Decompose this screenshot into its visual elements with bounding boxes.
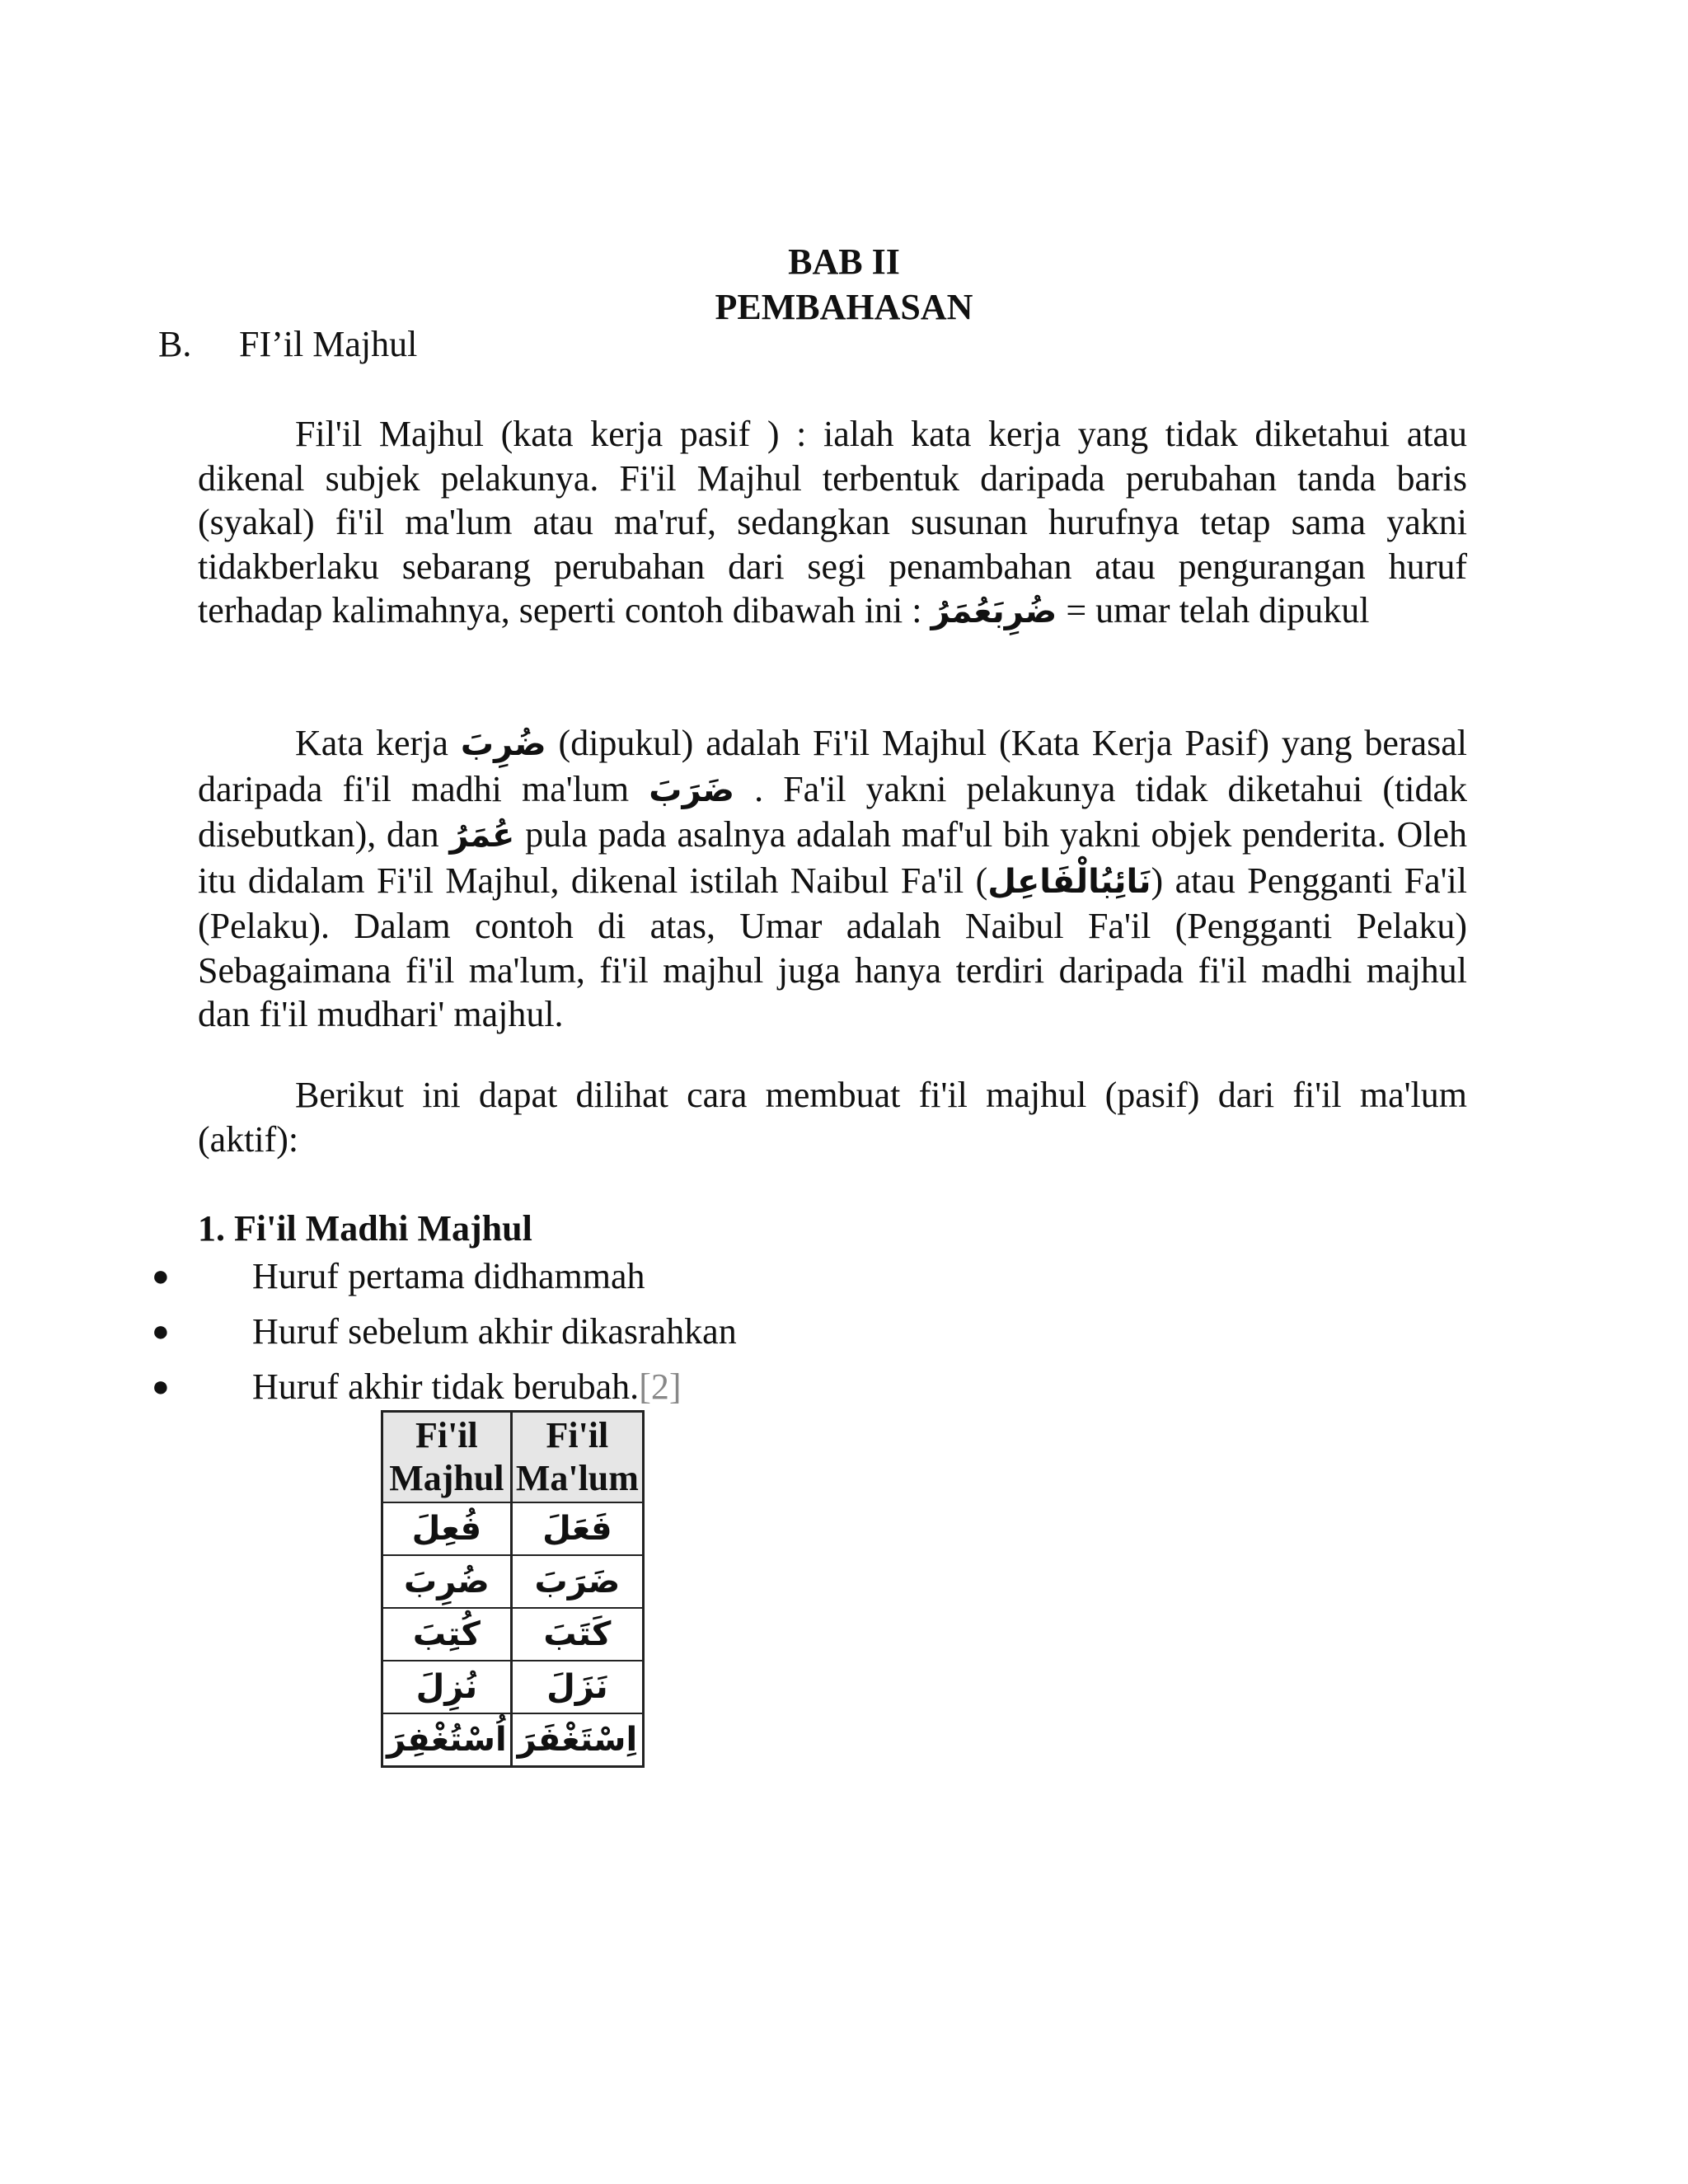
table-cell-malum: ضَرَبَ — [511, 1555, 643, 1608]
table-cell-majhul: ضُرِبَ — [382, 1555, 512, 1608]
table-cell-malum: اِسْتَغْفَرَ — [511, 1713, 643, 1767]
explanation-text-3: . Fa'il yakni pelakunya tidak diketahui (tidak disebutkan), dan — [198, 768, 1467, 855]
table-cell-malum: فَعَلَ — [511, 1502, 643, 1555]
table-row — [382, 1608, 644, 1661]
list-item-text: Huruf pertama didhammah — [252, 1256, 645, 1296]
section-heading: PEMBAHASAN — [715, 287, 973, 327]
section-letter: B. — [158, 324, 192, 364]
arabic-dhuriba: ضُرِبَ — [460, 725, 546, 763]
section-title — [158, 321, 417, 368]
paragraph-intro-text: Berikut ini dapat dilihat cara membuat fi'il majhul (pasif) dari fi'il ma'lum (aktif): — [198, 1075, 1467, 1160]
subheading-madhi-majhul: 1. Fi'il Madhi Majhul — [198, 1208, 532, 1249]
explanation-text-1: Kata kerja — [295, 723, 461, 763]
footnote-reference-link[interactable]: [2] — [639, 1366, 682, 1407]
explanation-text-2: (dipukul) adalah Fi'il Majhul (Kata Kerja Pasif) yang berasal daripada fi'il madhi ma'lum — [198, 723, 1467, 809]
list-item — [148, 1359, 737, 1414]
table-cell-malum: كَتَبَ — [511, 1608, 643, 1661]
list-item-text: Huruf sebelum akhir dikasrahkan — [252, 1311, 737, 1352]
example-translation: = umar telah dipukul — [1057, 590, 1370, 630]
rules-list — [148, 1249, 737, 1414]
list-item — [148, 1249, 737, 1304]
table-row — [382, 1555, 644, 1608]
paragraph-explanation — [198, 721, 1467, 1037]
paragraph-intro-method — [198, 1073, 1467, 1161]
table-cell-malum: نَزَلَ — [511, 1661, 643, 1713]
explanation-text-4: pula pada asalnya adalah maf'ul bih yakni objek penderita. Oleh itu didalam Fi'il Majhul, dikenal istilah Naibul Fa'il ( — [198, 814, 1467, 901]
bullet-icon: ● — [152, 1315, 170, 1347]
list-item — [148, 1304, 737, 1359]
table-header-row — [382, 1412, 644, 1503]
table-cell-majhul: اُسْتُغْفِرَ — [382, 1713, 512, 1767]
verb-table — [381, 1410, 645, 1768]
table-cell-majhul: كُتِبَ — [382, 1608, 512, 1661]
explanation-text-5: ) atau Pengganti Fa'il (Pelaku). Dalam contoh di atas, Umar adalah Naibul Fa'il (Pengganti Pelaku) Sebagaimana fi'il ma'lum, fi'il majhul juga hanya terdiri daripada fi'il madhi majhul dan fi'il mudhari' majhul. — [198, 860, 1467, 1034]
list-item-text: Huruf akhir tidak berubah. — [252, 1366, 640, 1407]
arabic-example: ضُرِبَعُمَرُ — [931, 593, 1057, 630]
header-fiil-malum: Fi'il Ma'lum — [511, 1412, 643, 1503]
paragraph-definition-text: Fil'il Majhul (kata kerja pasif ) : ialah kata kerja yang tidak diketahui atau dikenal subjek pelakunya. Fi'il Majhul terbentuk daripada perubahan tanda baris (syakal) fi'il ma'lum atau ma'ruf, sedangkan susunan hurufnya tetap sama yakni tidakberlaku sebarang perubahan dari segi penambahan atau pengurangan huruf terhadap kalimahnya, seperti contoh dibawah ini : — [198, 414, 1467, 630]
header-fiil-majhul: Fi'il Majhul — [382, 1412, 512, 1503]
bullet-icon: ● — [152, 1370, 170, 1403]
table-row — [382, 1502, 644, 1555]
arabic-naibul-fail: نَائِبُالْفَاعِل — [987, 862, 1151, 901]
section-title-text: FI’il Majhul — [239, 324, 418, 364]
table-cell-majhul: نُزِلَ — [382, 1661, 512, 1713]
table-cell-majhul: فُعِلَ — [382, 1502, 512, 1555]
arabic-dharaba: ضَرَبَ — [649, 771, 734, 809]
paragraph-definition — [198, 412, 1467, 635]
table-row — [382, 1661, 644, 1713]
chapter-heading: BAB II — [788, 241, 900, 282]
bullet-icon: ● — [152, 1259, 170, 1292]
arabic-umaru: عُمَرُ — [449, 817, 515, 855]
table-row — [382, 1713, 644, 1767]
